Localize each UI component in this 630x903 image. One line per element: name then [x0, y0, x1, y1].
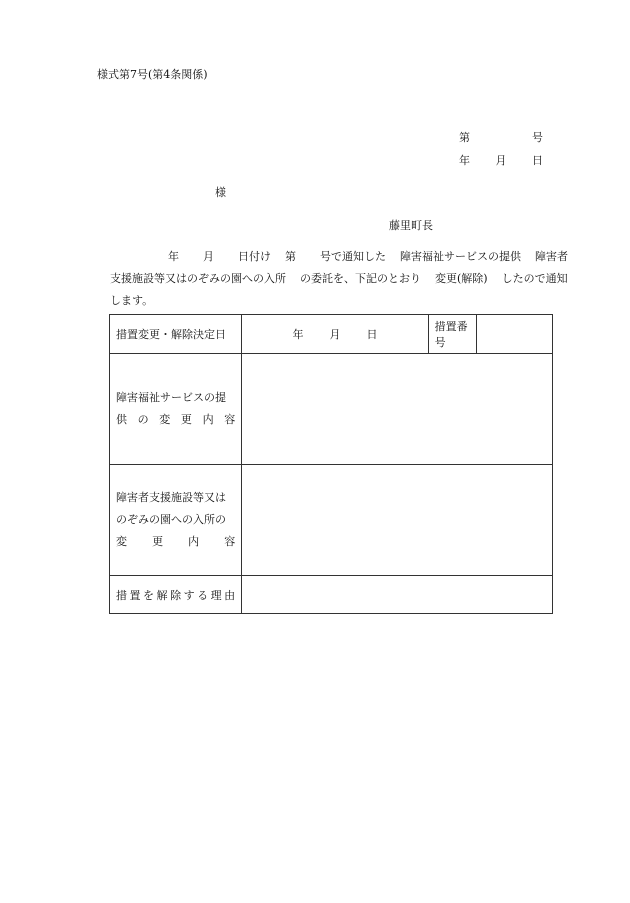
addressee: 様 [215, 186, 226, 199]
decision-month: 月 [329, 328, 341, 341]
document-number [459, 129, 543, 145]
body-change: 変更(解除) [435, 272, 488, 285]
body-month: 月 [203, 250, 214, 263]
service-change-field[interactable] [242, 354, 553, 465]
body-day-dated: 日付け [238, 250, 271, 263]
table-row [110, 354, 553, 465]
body-year: 年 [168, 250, 179, 263]
measure-number-label: 措置番号 [428, 315, 477, 354]
facility-change-line2: のぞみの園への入所の [116, 513, 226, 526]
number-prefix: 第 [459, 131, 470, 144]
date-year: 年 [459, 154, 470, 167]
notice-body [110, 246, 568, 312]
table-row [110, 465, 553, 576]
table-row [110, 315, 553, 354]
facility-change-label [110, 465, 242, 576]
notice-form-table [109, 314, 553, 614]
service-change-line1: 障害福祉サービスの提 [116, 391, 226, 404]
measure-number-field[interactable] [477, 315, 553, 354]
date-month: 月 [495, 154, 507, 167]
reason-label: 措 置 を 解 除 す る 理 由 [110, 576, 242, 614]
decision-date-field[interactable] [242, 315, 428, 354]
decision-year: 年 [292, 328, 304, 341]
body-facility: 障害者支援施設等又はのぞみの園への入所 [110, 250, 568, 285]
facility-change-field[interactable] [242, 465, 553, 576]
decision-date-label: 措置変更・解除決定日 [110, 315, 242, 354]
body-end: したので通知します。 [110, 272, 568, 307]
number-suffix: 号 [532, 131, 543, 144]
facility-change-line1: 障害者支援施設等又は [116, 491, 226, 504]
body-consign: の委託を、下記のとおり [300, 272, 421, 285]
service-change-label [110, 354, 242, 465]
body-service: 障害福祉サービスの提供 [400, 250, 521, 263]
issuer: 藤里町長 [389, 219, 433, 232]
facility-change-line3: 変 更 内 容 [116, 535, 236, 548]
body-num-prefix: 第 [285, 250, 296, 263]
table-row [110, 576, 553, 614]
decision-day: 日 [366, 328, 378, 341]
form-number: 様式第7号(第4条関係) [97, 68, 208, 81]
date-day: 日 [532, 154, 543, 167]
service-change-line2: 供 の 変 更 内 容 [116, 413, 236, 426]
body-notice: 号で通知した [320, 250, 386, 263]
reason-field[interactable] [242, 576, 553, 614]
document-date [459, 152, 543, 168]
